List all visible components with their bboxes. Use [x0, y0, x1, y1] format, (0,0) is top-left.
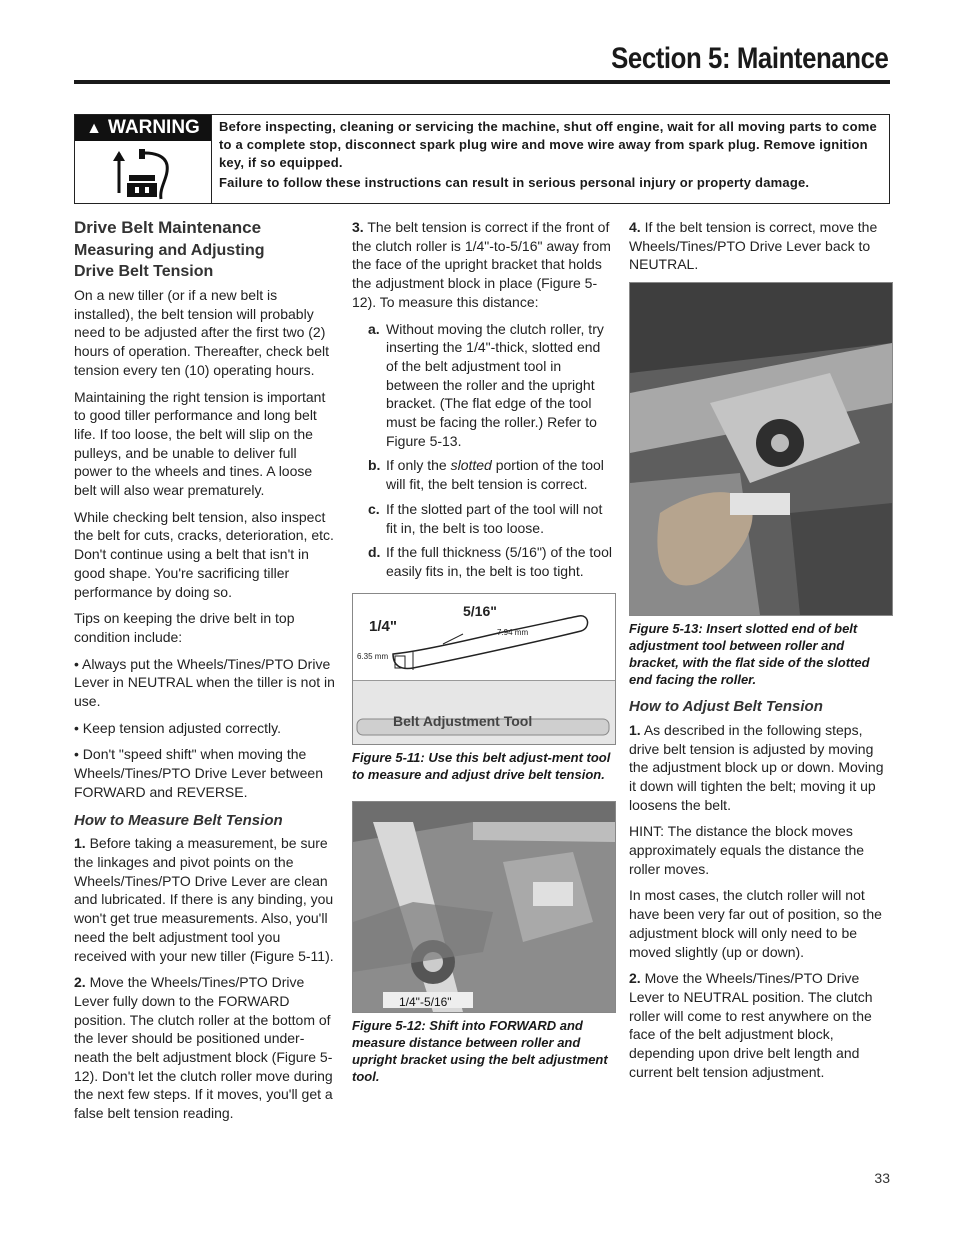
hint: HINT: The distance the block moves approximately equals the distance the roller moves. — [629, 823, 865, 877]
paragraph: On a new tiller (or if a new belt is installed), the belt tension will probably need to be adjusted after the first two (2) hours of operation. Thereafter, check belt tension every ten (10) operating hours. — [74, 287, 330, 378]
warning-badge — [75, 115, 211, 141]
bullet-item: • Don't "speed shift" when moving the Wheels/Tines/PTO Drive Lever between FORWARD and REVERSE. — [74, 746, 323, 800]
step-text: As described in the following steps, drive belt tension is adjusted by moving the adjustment block up or down. Moving it down will tighten the belt; moving it up loosens the belt. — [629, 721, 884, 813]
warning-box — [74, 114, 890, 204]
column-right — [629, 218, 891, 1089]
step-number: 1. — [629, 721, 641, 738]
bullet-text: Don't "speed shift" when moving the Wheels/Tines/PTO Drive Lever between FORWARD and REVERSE. — [74, 746, 323, 800]
figure-insert-tool-photo — [629, 282, 893, 616]
warning-paragraph: Before inspecting, cleaning or servicing the machine, shut off engine, wait for all moving parts to come to a complete stop, disconnect spark plug wire and move wire away from spark plug. Remove ignition key, if so equipped. — [219, 119, 877, 170]
section-title: Section 5: Maintenance — [610, 42, 888, 75]
sub-step-text — [386, 456, 614, 493]
warning-triangle-icon: ▲ — [86, 120, 102, 137]
warning-text — [219, 118, 885, 194]
sub-step-text: Without moving the clutch roller, try inserting the 1/4"-thick, slotted end of the belt adjustment tool in between the roller and the upright bracket. (The flat edge of the tool must be facing the roller.) Refer to Figure 5-13. — [386, 320, 604, 449]
tool-label-quarter-inch: 1/4" — [369, 617, 397, 635]
procedure-heading: How to Measure Belt Tension — [74, 811, 283, 829]
step-text: If the belt tension is correct, move the Wheels/Tines/PTO Drive Lever back to NEUTRAL. — [629, 219, 878, 273]
warning-paragraph: Failure to follow these instructions can result in serious personal injury or property damage. — [219, 175, 810, 190]
sub-step — [368, 320, 614, 451]
step-text: Before taking a measurement, be sure the linkages and pivot points on the Wheels/Tines/PTO Drive Lever are clean and lubricated. If there is any binding, you won't get true measurements. Also, you'll need the belt adjustment tool you received with your new tiller (Figure 5-11). — [74, 835, 334, 964]
step-number: 3. — [352, 219, 364, 235]
step-number: 2. — [74, 974, 86, 991]
sub-step — [368, 543, 614, 580]
bullet-text: Keep tension adjusted correctly. — [82, 719, 281, 736]
spark-plug-disconnect-icon — [105, 143, 185, 201]
insert-tool-photo-drawing — [630, 283, 892, 615]
step — [74, 834, 336, 965]
subsection-heading-line: Measuring and Adjusting — [74, 242, 265, 259]
step-text: Move the Wheels/Tines/PTO Drive Lever fully down to the FORWARD position. The clutch roller at the bottom of the lever should be positioned under-neath the belt adjustment block (Figure 5-12). Don't let the clutch roller move during the next few steps. If it moves, you'll get a false belt tension reading. — [74, 974, 333, 1122]
bullet-item: • Always put the Wheels/Tines/PTO Drive Lever in NEUTRAL when the tiller is not in use. — [74, 655, 335, 710]
sub-step-text-part: portion of the tool will fit, the belt tension is correct. — [386, 457, 604, 493]
step — [74, 973, 336, 1123]
tool-name-label: Belt Adjustment Tool — [393, 712, 533, 729]
step — [629, 969, 891, 1081]
figure-caption: Figure 5-12: Shift into FORWARD and measure distance between roller and upright bracket using the belt adjustment tool. — [352, 1017, 608, 1084]
sub-step-text: If the slotted part of the tool will not fit in, the belt is too loose. — [386, 500, 603, 536]
step-text: The belt tension is correct if the front of the clutch roller is 1/4"-to-5/16" away from the face of the upright bracket that holds the adjustment block in place (Figure 5-12). To measure this distance: — [352, 219, 611, 310]
step-number: 2. — [629, 970, 641, 987]
paragraph: Tips on keeping the drive belt in top condition include: — [74, 610, 295, 645]
measurement-overlay-label: 1/4"-5/16" — [399, 994, 452, 1009]
sub-step — [368, 456, 614, 493]
header-rule — [74, 80, 890, 84]
sub-step-emphasis: slotted — [450, 457, 492, 474]
bullet-item: • Keep tension adjusted correctly. — [74, 719, 281, 736]
procedure-heading: How to Adjust Belt Tension — [629, 698, 823, 716]
warning-badge-label: WARNING — [108, 117, 200, 138]
column-middle — [352, 218, 614, 1095]
tool-label-five-sixteenths: 5/16" — [463, 602, 497, 619]
step — [629, 218, 891, 274]
paragraph: While checking belt tension, also inspect the belt for cuts, cracks, deterioration, etc. Don't continue using a belt that isn't in good shape. You're sacrificing tiller performance by doing so. — [74, 508, 334, 600]
sub-step-text: If the full thickness (5/16") of the tool easily fits in, the belt is too tight. — [386, 544, 612, 579]
subsection-heading — [74, 240, 336, 282]
warning-left-panel — [75, 115, 212, 203]
figure-caption: Figure 5-11: Use this belt adjust-ment tool to measure and adjust drive belt tension. — [352, 749, 611, 782]
tool-label-metric-small: 6.35 mm — [357, 651, 389, 661]
sub-step-text-part: If only the — [386, 457, 451, 474]
column-left — [74, 218, 336, 1131]
page-number: 33 — [874, 1170, 890, 1186]
figure-roller-bracket-photo — [352, 801, 616, 1013]
paragraph: Maintaining the right tension is important to good tiller performance and long belt life. If too loose, the belt will slip on the pulleys, and be unable to deliver full power to the wheels and tines. A loose belt will also wear prematurely. — [74, 388, 326, 499]
figure-caption: Figure 5-13: Insert slotted end of belt adjustment tool between roller and bracket, with the flat side of the slotted end facing the roller. — [629, 621, 870, 688]
paragraph: In most cases, the clutch roller will not have been very far out of position, so the adjustment block will only need to be moved slightly (up or down). — [629, 887, 882, 960]
step — [629, 721, 891, 815]
roller-bracket-photo-drawing — [353, 802, 615, 1012]
step-number: 1. — [74, 835, 86, 852]
section-heading: Drive Belt Maintenance — [74, 218, 262, 237]
step — [352, 218, 614, 312]
step-text: Move the Wheels/Tines/PTO Drive Lever to NEUTRAL position. The clutch roller will come to rest anywhere on the face of the belt adjustment block, depending upon drive belt length and current belt tension adjustment. — [629, 970, 873, 1080]
sub-step-label: b. — [368, 457, 381, 474]
figure-belt-adjustment-tool — [352, 593, 616, 745]
sub-step-label: a. — [368, 320, 380, 337]
sub-step — [368, 500, 614, 537]
sub-step-label: d. — [368, 544, 381, 561]
step-number: 4. — [629, 219, 641, 235]
subsection-heading-line: Drive Belt Tension — [74, 263, 214, 280]
bullet-text: Always put the Wheels/Tines/PTO Drive Lever in NEUTRAL when the tiller is not in use. — [74, 655, 335, 710]
tool-label-metric-large: 7.94 mm — [497, 627, 529, 637]
sub-step-label: c. — [368, 500, 380, 517]
